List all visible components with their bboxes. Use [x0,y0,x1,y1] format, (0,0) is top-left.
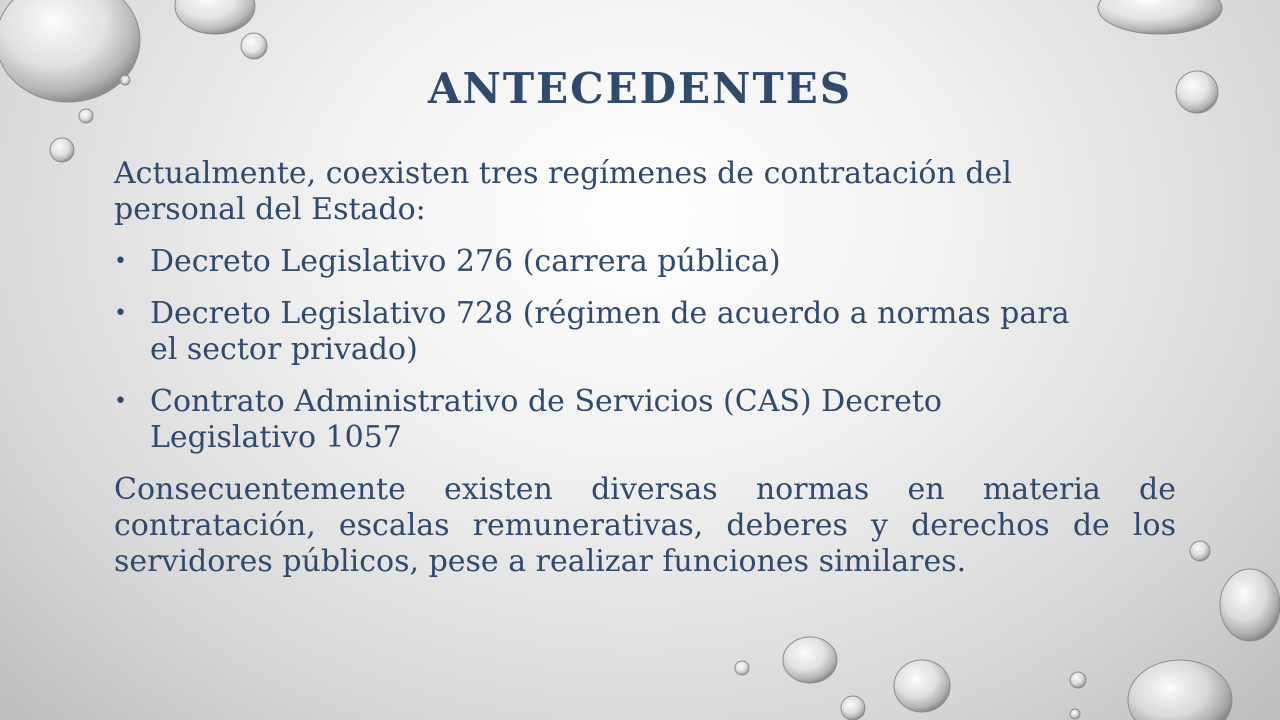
bullet-icon: • [114,249,127,274]
list-item [114,384,1176,456]
slide-title: ANTECEDENTES [427,64,853,113]
regimes-list [114,244,1176,456]
bullet-icon: • [114,389,127,414]
list-item [114,296,1176,368]
list-item-text: Decreto Legislativo 276 (carrera pública) [150,244,781,279]
list-item-text: Decreto Legislativo 728 (régimen de acuerdo a normas para el sector privado) [150,296,1070,367]
list-item [114,244,1176,280]
intro-text: Actualmente, coexisten tres regímenes de contratación del personal del Estado: [114,156,1012,227]
bullet-icon: • [114,301,127,326]
closing-paragraph: Consecuentemente existen diversas normas en materia de contratación, escalas remunerativas, deberes y derechos de los servidores públicos, pese a realizar funciones similares. [114,472,1176,579]
list-item-text: Contrato Administrativo de Servicios (CAS) Decreto Legislativo 1057 [150,384,942,455]
slide-body [114,156,1176,580]
